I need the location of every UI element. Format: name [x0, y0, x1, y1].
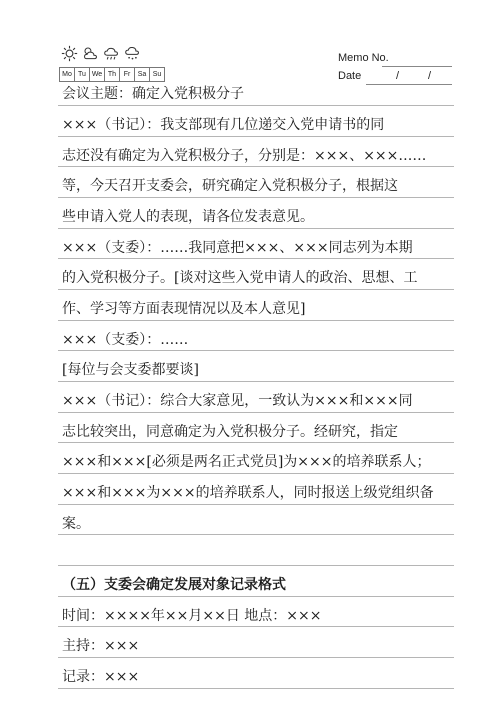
weekday-box[interactable]: Fr [119, 67, 135, 82]
ruled-line [58, 228, 454, 229]
ruled-line [58, 534, 454, 535]
text-line: [每位与会支委都要谈] [62, 362, 199, 378]
weekday-boxes [59, 67, 164, 82]
text-line: ×××（书记）：我支部现有几位递交入党申请书的同 [62, 117, 385, 133]
weekday-box[interactable]: We [89, 67, 105, 82]
weekday-box[interactable]: Su [149, 67, 165, 82]
ruled-line [58, 473, 454, 474]
text-line: 主持：××× [62, 638, 140, 654]
ruled-line [58, 258, 454, 259]
ruled-line [58, 197, 454, 198]
ruled-line [58, 289, 454, 290]
text-line: 志比较突出，同意确定为入党积极分子。经研究，指定 [62, 424, 398, 440]
weekday-box[interactable]: Th [104, 67, 120, 82]
text-line: 等，今天召开支委会，研究确定入党积极分子，根据这 [62, 178, 398, 194]
text-line: ×××和×××为×××的培养联系人，同时报送上级党组织备 [62, 485, 434, 501]
snow-cloud-icon[interactable] [123, 44, 142, 63]
text-line: 时间：××××年××月××日 地点：××× [62, 608, 322, 624]
text-line: 案。 [62, 516, 90, 532]
ruled-line [58, 412, 454, 413]
date-field[interactable] [366, 84, 452, 85]
text-line: 记录：××× [62, 669, 140, 685]
memo-number-field[interactable] [382, 66, 452, 67]
date-separator: / [396, 70, 400, 82]
ruled-line [58, 320, 454, 321]
weather-icons [60, 44, 142, 63]
text-line: ×××（书记）：综合大家意见，一致认为×××和×××同 [62, 393, 413, 409]
text-line: 的入党积极分子。[谈对这些入党申请人的政治、思想、工 [62, 270, 418, 286]
sun-icon[interactable] [60, 44, 79, 63]
ruled-line [58, 688, 454, 689]
memo-number-label: Memo No. [338, 52, 389, 64]
text-line: 作、学习等方面表现情况以及本人意见] [62, 301, 306, 317]
text-line: 志还没有确定为入党积极分子，分别是：×××、×××…… [62, 148, 427, 164]
date-label: Date [338, 70, 362, 82]
text-line: 会议主题：确定入党积极分子 [62, 86, 244, 102]
text-line: ×××（支委）：…… [62, 332, 189, 348]
ruled-line [58, 596, 454, 597]
weekday-box[interactable]: Sa [134, 67, 150, 82]
text-line: ×××（支委）：……我同意把×××、×××同志列为本期 [62, 240, 413, 256]
text-line: ×××和×××[必须是两名正式党员]为×××的培养联系人； [62, 454, 431, 470]
ruled-line [58, 136, 454, 137]
ruled-line [58, 657, 454, 658]
section-heading: （五）支委会确定发展对象记录格式 [62, 577, 286, 593]
ruled-line [58, 166, 454, 167]
ruled-line [58, 442, 454, 443]
ruled-line [58, 381, 454, 382]
weekday-box[interactable]: Tu [74, 67, 90, 82]
ruled-line [58, 626, 454, 627]
ruled-line [58, 105, 454, 106]
ruled-line [58, 350, 454, 351]
date-separator: / [428, 70, 432, 82]
rain-cloud-icon[interactable] [102, 44, 121, 63]
partly-cloudy-icon[interactable] [81, 44, 100, 63]
ruled-line [58, 504, 454, 505]
ruled-line [58, 565, 454, 566]
weekday-box[interactable]: Mo [59, 67, 75, 82]
text-line: 些申请入党人的表现，请各位发表意见。 [62, 209, 314, 225]
